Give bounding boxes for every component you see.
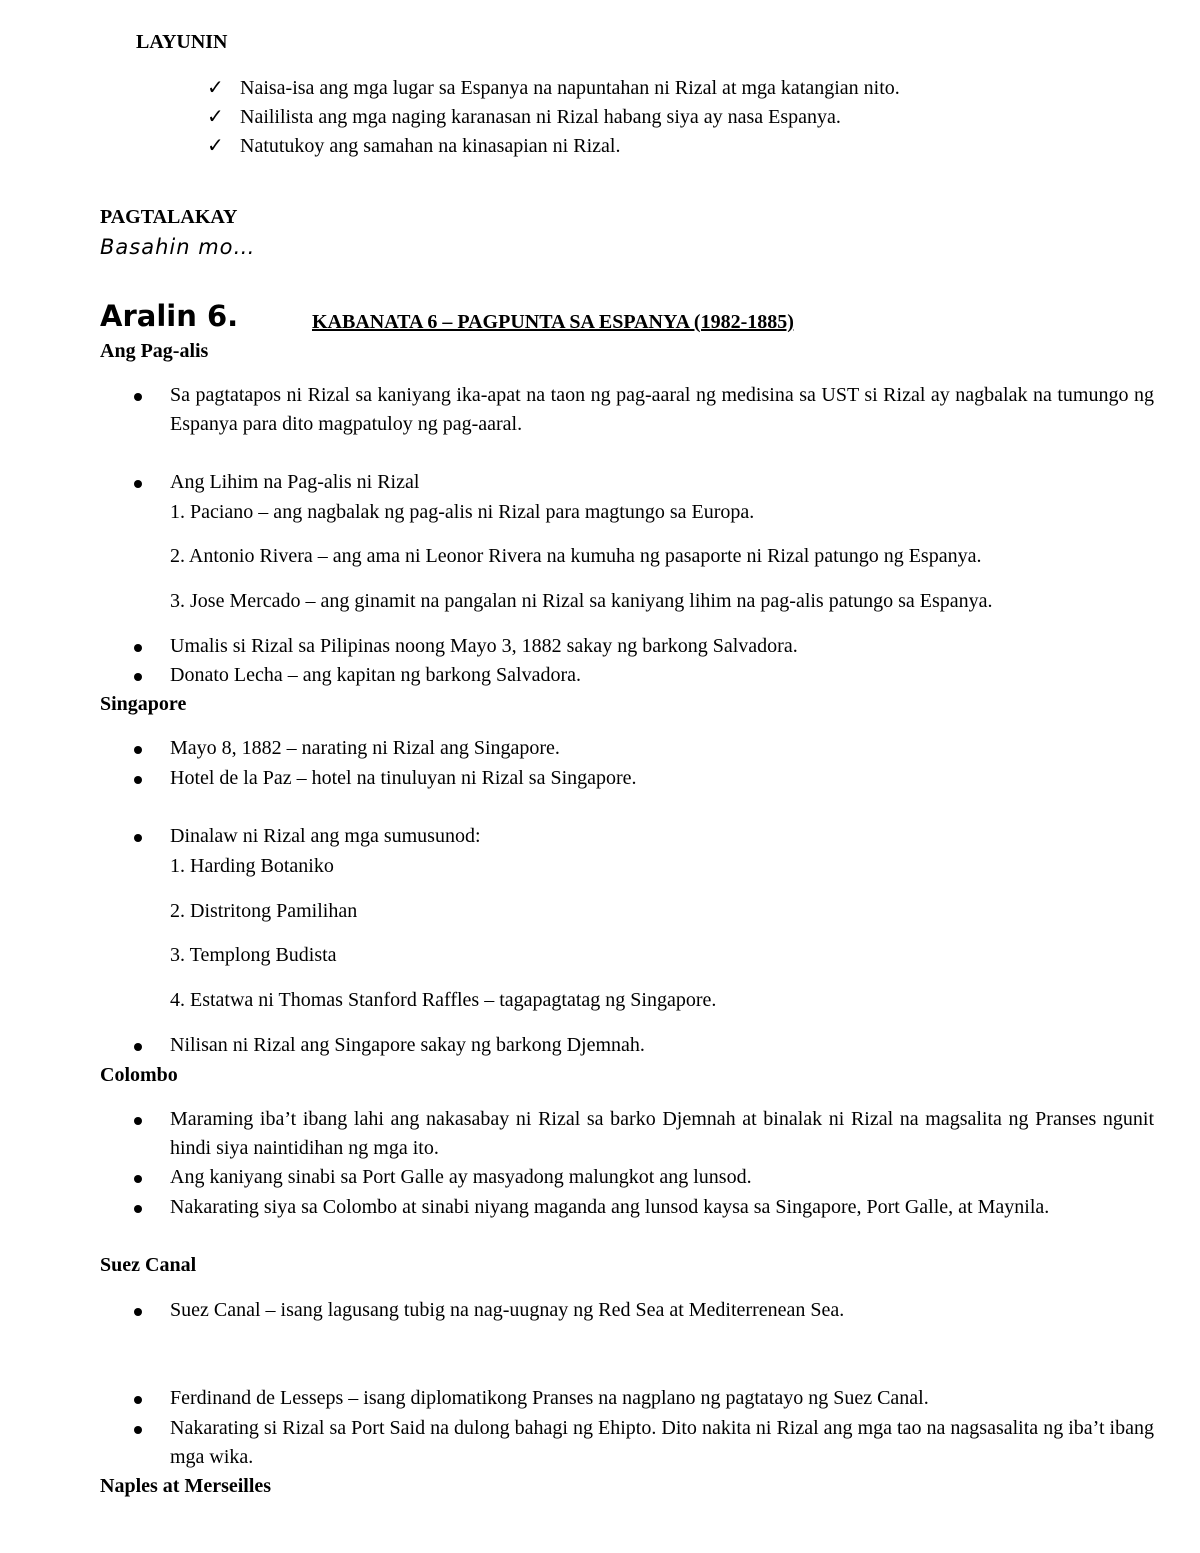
aralin-label: Aralin 6. <box>100 299 239 333</box>
sub-list-item: 3. Templong Budista <box>170 944 337 966</box>
bullet-icon <box>134 673 142 681</box>
bullet-icon <box>134 1205 142 1213</box>
check-icon: ✓ <box>207 106 224 128</box>
check-icon: ✓ <box>207 77 224 99</box>
sub-list-item: 3. Jose Mercado – ang ginamit na pangalan ni Rizal sa kaniyang lihim na pag-alis patungo sa Espanya. <box>170 590 993 612</box>
section-heading-pagalis: Ang Pag-alis <box>100 340 209 362</box>
list-item: Umalis si Rizal sa Pilipinas noong Mayo 3, 1882 sakay ng barkong Salvadora. <box>134 632 1154 661</box>
bullet-icon <box>134 1175 142 1183</box>
bullet-icon <box>134 480 142 488</box>
pagtalakay-heading: PAGTALAKAY <box>100 206 238 228</box>
chapter-title: KABANATA 6 – PAGPUNTA SA ESPANYA (1982-1885) <box>312 311 794 333</box>
bullet-icon <box>134 1308 142 1316</box>
bullet-icon <box>134 1396 142 1404</box>
bullet-icon <box>134 1117 142 1125</box>
list-item: ✓ Natutukoy ang samahan na kinasapian ni Rizal. <box>207 132 900 161</box>
section-heading-colombo: Colombo <box>100 1064 178 1086</box>
list-item: Sa pagtatapos ni Rizal sa kaniyang ika-apat na taon ng pag-aaral ng medisina sa UST si Rizal ay nagbalak na tumungo ng Espanya para dito magpatuloy ng pag-aaral. <box>134 381 1154 439</box>
list-item: Suez Canal – isang lagusang tubig na nag-uugnay ng Red Sea at Mediterrenean Sea. <box>134 1296 1154 1325</box>
layunin-heading: LAYUNIN <box>136 31 228 53</box>
list-item: Ang kaniyang sinabi sa Port Galle ay masyadong malungkot ang lunsod. <box>134 1163 1154 1192</box>
bullet-icon <box>134 834 142 842</box>
list-item: Ang Lihim na Pag-alis ni Rizal <box>134 468 1154 497</box>
sub-list-item: 1. Paciano – ang nagbalak ng pag-alis ni Rizal para magtungo sa Europa. <box>170 501 755 523</box>
bullet-icon <box>134 644 142 652</box>
layunin-list <box>207 74 900 161</box>
sub-list-item: 4. Estatwa ni Thomas Stanford Raffles – tagapagtatag ng Singapore. <box>170 989 717 1011</box>
list-item: Ferdinand de Lesseps – isang diplomatikong Pranses na nagplano ng pagtatayo ng Suez Canal. <box>134 1384 1154 1413</box>
sub-list-item: 1. Harding Botaniko <box>170 855 334 877</box>
list-item: Hotel de la Paz – hotel na tinuluyan ni Rizal sa Singapore. <box>134 764 1154 793</box>
section-heading-naples: Naples at Merseilles <box>100 1475 272 1497</box>
sub-list-item: 2. Distritong Pamilihan <box>170 900 358 922</box>
list-item: Nakarating siya sa Colombo at sinabi niyang maganda ang lunsod kaysa sa Singapore, Port Galle, at Maynila. <box>134 1193 1154 1222</box>
bullet-icon <box>134 393 142 401</box>
list-item: Mayo 8, 1882 – narating ni Rizal ang Singapore. <box>134 734 1154 763</box>
list-item: Donato Lecha – ang kapitan ng barkong Salvadora. <box>134 661 1154 690</box>
section-heading-singapore: Singapore <box>100 693 187 715</box>
list-item: Maraming iba’t ibang lahi ang nakasabay ni Rizal sa barko Djemnah at binalak ni Rizal na magsalita ng Pranses ngunit hindi siya naintidihan ng mga ito. <box>134 1105 1154 1163</box>
list-item: Nakarating si Rizal sa Port Said na dulong bahagi ng Ehipto. Dito nakita ni Rizal ang mga tao na nagsasalita ng iba’t ibang mga wika. <box>134 1414 1154 1472</box>
bullet-icon <box>134 746 142 754</box>
sub-list-item: 2. Antonio Rivera – ang ama ni Leonor Rivera na kumuha ng pasaporte ni Rizal patungo ng Espanya. <box>170 545 982 567</box>
list-item: ✓ Naililista ang mga naging karanasan ni Rizal habang siya ay nasa Espanya. <box>207 103 900 132</box>
section-heading-suez: Suez Canal <box>100 1254 197 1276</box>
check-icon: ✓ <box>207 135 224 157</box>
list-item: ✓ Naisa-isa ang mga lugar sa Espanya na napuntahan ni Rizal at mga katangian nito. <box>207 74 900 103</box>
bullet-icon <box>134 776 142 784</box>
bullet-icon <box>134 1426 142 1434</box>
list-item: Nilisan ni Rizal ang Singapore sakay ng barkong Djemnah. <box>134 1031 1154 1060</box>
bullet-icon <box>134 1043 142 1051</box>
list-item: Dinalaw ni Rizal ang mga sumusunod: <box>134 822 1154 851</box>
pagtalakay-subheading: Basahin mo… <box>100 235 256 259</box>
